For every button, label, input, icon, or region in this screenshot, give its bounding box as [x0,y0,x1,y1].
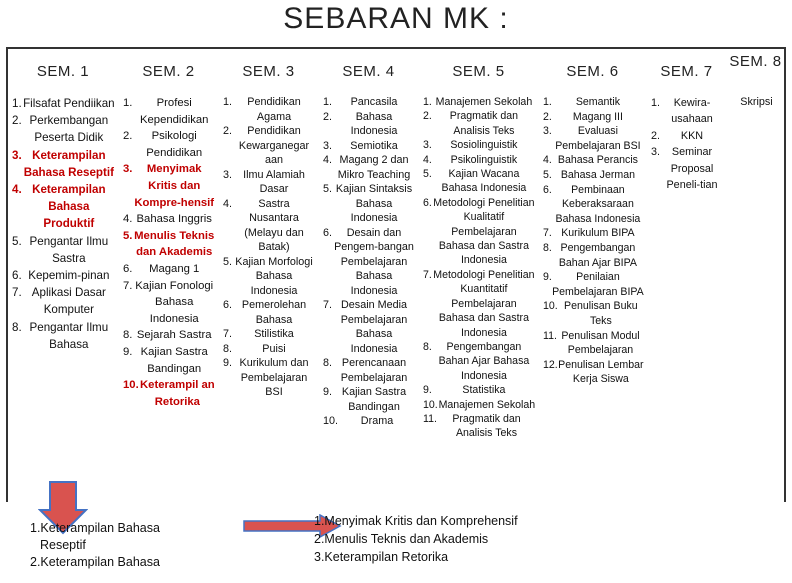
sem-column [726,49,784,502]
course-item [123,278,216,328]
course-name: Sosiolinguistik [450,139,518,152]
course-name: Puisi [262,342,286,355]
course-item [423,95,536,109]
course-name: Kurikulum dan Pembelajaran BSI [239,357,309,398]
course-name: Kajian Sastra Bandingan [341,386,407,413]
course-number: 5. [543,168,552,181]
right-summary-line: 1.Menyimak Kritis dan Komprehensif [314,514,518,528]
course-number: 8. [543,241,552,254]
sem-header: SEM. 4 [342,63,395,80]
course-item [731,95,782,110]
course-name: Keterampilan Bahasa Produktif [32,183,106,231]
course-number: 11. [543,329,557,342]
course-name: Psikologi Pendidikan [146,130,203,159]
course-number: 6. [123,262,133,275]
course-item [12,319,116,353]
course-item [223,327,316,342]
course-name: Pendidikan Agama [247,96,301,123]
course-item [423,268,536,340]
course-number: 2. [123,130,133,143]
course-number: 11. [423,412,437,425]
left-summary-line: Reseptif [40,538,86,552]
course-number: 7. [223,328,233,340]
course-number: 3. [123,163,133,176]
course-name: Bahasa Jerman [560,168,636,181]
course-name: Aplikasi Dasar Komputer [31,286,106,317]
course-name: Pengembangan Bahan Ajar BIPA [558,241,637,269]
course-name: Penulisan Buku Teks [564,300,638,327]
course-item [423,153,536,167]
course-number: 1. [651,97,661,109]
course-number: 1. [323,96,333,108]
right-summary-line: 2.Menulis Teknis dan Akademis [314,532,489,546]
sem-header: SEM. 7 [660,63,713,80]
course-number: 5. [423,168,432,181]
course-item [223,298,316,327]
course-name: Metodologi Penelitian Kuantitatif Pembelajaran Bahasa dan Sastra Indonesia [433,268,535,339]
course-item [123,128,216,161]
course-item [543,95,644,110]
course-item [223,255,316,299]
course-item [423,196,536,268]
course-number: 2. [223,125,233,137]
course-name: Menyimak Kritis dan Kompre-hensif [134,163,215,209]
course-item [423,383,536,397]
course-name: Seminar Proposal Peneli-tian [666,146,718,192]
course-number: 7. [323,299,333,311]
course-number: 5. [12,234,22,248]
course-number: 5. [323,183,333,195]
course-item [323,298,416,356]
course-name: Desain dan Pengem-bangan Pembelajaran Bahasa Indonesia [334,226,414,297]
course-name: Perkembangan Peserta Didik [29,114,109,145]
course-name: Psikolinguistik [450,153,518,166]
course-number: 6. [223,299,233,311]
course-name: Pendidikan Kewarganegar aan [238,125,310,166]
course-item [543,110,644,125]
course-number: 2. [12,114,22,128]
course-number: 5. [223,255,233,268]
course-item [123,211,216,228]
course-number: 8. [423,340,432,353]
course-name: Kajian Sintaksis Bahasa Indonesia [335,183,413,224]
course-item [423,109,536,138]
course-item [12,112,116,146]
course-number: 3. [423,139,432,152]
sem-header: SEM. 8 [729,53,782,70]
course-number: 9. [423,384,432,397]
course-item [323,153,416,182]
course-item [543,299,644,328]
course-name: Statistika [462,384,506,397]
course-name: Keterampilan Bahasa Reseptif [23,148,114,179]
course-name: Kajian Morfologi Bahasa Indonesia [235,255,313,297]
course-name: Pragmatik dan Analisis Teks [449,110,519,137]
left-summary-line: 1.Keterampilan Bahasa [30,521,160,535]
course-name: Penulisan Lembar Kerja Siswa [558,358,644,386]
course-item [423,167,536,196]
course-number: 4. [423,153,432,166]
course-name: Pengantar Ilmu Sastra [29,234,109,265]
course-item [12,233,116,267]
course-item [543,183,644,227]
course-number: 4. [12,183,22,197]
course-number: 12. [543,358,558,371]
course-number: 3. [651,146,661,159]
course-item [651,95,724,128]
course-item [651,128,724,144]
course-number: 3. [223,168,233,181]
course-number: 6. [543,183,552,196]
course-item [323,139,416,154]
course-name: Magang 1 [149,262,200,275]
course-name: Bahasa Inggris [136,213,212,226]
course-item [323,95,416,110]
course-number: 4. [123,213,133,226]
course-number: 7. [423,268,432,281]
course-list [423,95,536,441]
course-number: 4. [223,197,233,210]
course-number: 7. [12,286,22,300]
course-list [12,95,116,353]
sem-column [118,49,218,502]
sem-column [646,49,726,502]
course-item [12,147,116,181]
sem-column [218,49,318,502]
course-number: 5. [123,229,133,242]
course-number: 4. [323,154,333,166]
course-name: Evaluasi Pembelajaran BSI [555,125,641,152]
course-name: Menulis Teknis dan Akademis [134,229,215,259]
course-list [543,95,644,387]
semester-table [6,47,786,502]
course-item [12,181,116,233]
course-list [323,95,416,429]
course-name: Semiotika [350,139,398,152]
course-number: 4. [543,154,552,167]
course-number: 2. [543,110,552,123]
course-name: Kepemim-pinan [28,269,110,283]
course-name: Profesi Kependidikan [139,97,209,126]
course-name: Kajian Wacana Bahasa Indonesia [441,168,527,195]
course-item [423,340,536,383]
sem-header: SEM. 5 [452,63,505,80]
course-name: Perencanaan Pembelajaran [340,357,408,384]
course-item [323,182,416,226]
course-number: 3. [12,148,22,162]
course-number: 7. [123,279,133,292]
course-number: 8. [123,329,133,342]
course-number: 10. [543,300,558,313]
course-item [123,261,216,278]
course-item [543,270,644,299]
page-title: SEBARAN MK : [283,2,509,35]
course-name: Pengembangan Bahan Ajar Bahasa Indonesia [438,340,530,382]
course-name: Kewira-usahaan [671,97,713,126]
course-item [543,226,644,241]
course-list [223,95,316,400]
course-item [543,124,644,153]
course-item [323,385,416,414]
course-number: 10. [323,415,339,427]
course-number: 8. [323,357,333,369]
course-item [323,226,416,299]
sem-column [538,49,646,502]
course-name: Magang III [572,110,623,123]
course-item [123,228,216,261]
course-name: Stilistika [254,328,294,340]
course-name: Filsafat Pendiikan [23,97,115,110]
course-name: Semantik [575,96,620,108]
course-name: Magang 2 dan Mikro Teaching [337,154,411,181]
course-name: Pragmatik dan Analisis Teks [452,412,521,440]
course-number: 10. [123,379,139,392]
course-name: Pancasila [350,96,398,108]
course-item [543,358,644,387]
course-number: 2. [423,110,432,123]
course-item [423,138,536,152]
course-item [323,110,416,139]
course-number: 7. [543,227,552,240]
sem-column [318,49,418,502]
course-name: Metodologi Penelitian Kualitatif Pembelajaran Bahasa dan Sastra Indonesia [433,196,535,267]
course-item [323,414,416,429]
course-name: Keterampil an Retorika [140,379,215,408]
course-name: Bahasa Perancis [557,154,638,167]
course-number: 1. [223,96,233,108]
course-number: 6. [12,269,22,283]
course-name: Bahasa Indonesia [350,110,398,137]
course-name: Kajian Sastra Bandingan [140,345,208,375]
course-name: Pengantar Ilmu Bahasa [29,320,109,351]
course-item [12,284,116,318]
course-number: 1. [123,97,133,109]
left-summary-line: 2.Keterampilan Bahasa [30,555,160,569]
course-number: 1. [543,96,552,108]
course-item [223,95,316,124]
course-number: 2. [651,129,661,142]
course-number: 9. [123,345,133,358]
course-item [423,412,536,441]
course-list [123,95,216,410]
course-item [123,344,216,377]
course-number: 3. [323,139,333,152]
sem-header: SEM. 6 [566,63,619,80]
course-item [223,342,316,357]
course-item [543,241,644,270]
sem-header: SEM. 3 [242,63,295,80]
course-name: Sastra Nusantara (Melayu dan Batak) [244,197,304,253]
course-name: Penulisan Modul Pembelajaran [561,329,640,357]
course-name: Kurikulum BIPA [561,227,635,240]
course-item [123,161,216,211]
course-item [223,124,316,168]
sem-header: SEM. 1 [36,63,90,80]
course-list [651,95,724,193]
right-summary-box [314,512,634,566]
course-item [12,95,116,112]
course-item [12,267,116,284]
course-item [123,95,216,128]
course-number: 1. [423,96,432,108]
course-number: 8. [223,342,233,355]
course-name: Kajian Fonologi Bahasa Indonesia [135,279,214,325]
course-item [223,197,316,255]
course-item [223,168,316,197]
course-number: 1. [12,97,22,110]
course-item [323,356,416,385]
course-number: 3. [543,125,552,138]
course-name: Ilmu Alamiah Dasar [243,168,305,195]
course-name: KKN [680,129,704,142]
course-name: Manajemen Sekolah [438,398,536,411]
course-item [651,144,724,193]
course-name: Skripsi [740,96,773,108]
course-name: Drama [360,415,394,427]
course-number: 2. [323,110,333,123]
course-name: Pembinaan Keberaksaraan Bahasa Indonesia [555,183,641,225]
course-list [731,95,782,110]
course-item [123,327,216,344]
course-name: Pemerolehan Bahasa [241,299,307,326]
course-item [543,168,644,183]
left-summary-box [30,520,210,580]
course-item [543,153,644,168]
course-name: Penilaian Pembelajaran BIPA [552,271,644,298]
sem-header: SEM. 2 [142,63,195,80]
sem-column [8,49,118,502]
course-number: 9. [323,386,333,398]
course-name: Manajemen Sekolah [435,96,533,108]
course-name: Desain Media Pembelajaran Bahasa Indonesia [340,299,408,355]
course-number: 9. [223,357,233,369]
course-number: 10. [423,398,438,411]
course-item [123,377,216,410]
sem-column [418,49,538,502]
course-number: 6. [323,226,333,239]
course-number: 9. [543,271,552,284]
course-number: 8. [12,320,22,334]
right-summary-line: 3.Keterampilan Retorika [314,550,449,564]
course-item [423,398,536,412]
course-item [543,329,644,358]
course-number: 6. [423,196,432,209]
course-item [223,356,316,400]
course-name: Sejarah Sastra [136,329,212,342]
